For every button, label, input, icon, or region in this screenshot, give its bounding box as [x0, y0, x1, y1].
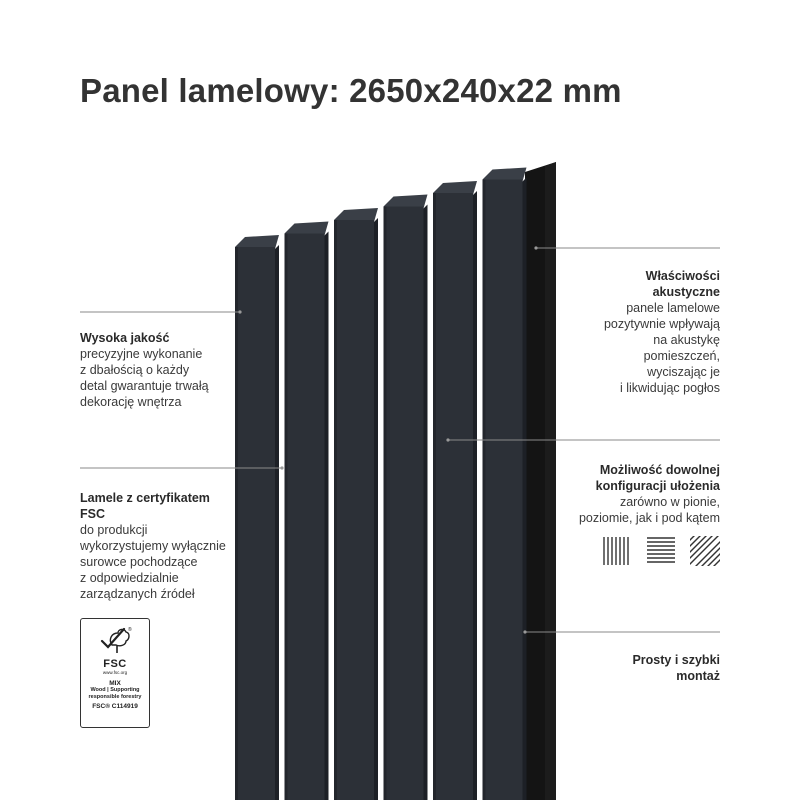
panel-slat: [483, 168, 527, 800]
callout-config-heading: konfiguracji ułożenia: [595, 479, 720, 493]
callout-fsc-line: surowce pochodzące: [80, 555, 198, 569]
callout-quality-line: z dbałością o każdy: [80, 363, 190, 377]
callout-mounting-heading: montaż: [676, 669, 720, 683]
callout-fsc: [80, 490, 226, 602]
callout-acoustic-line: panele lamelowe: [626, 301, 720, 315]
page-title: Panel lamelowy: 2650x240x22 mm: [80, 72, 622, 109]
callout-fsc-line: z odpowiedzialnie: [80, 571, 179, 585]
callout-fsc-line: zarządzanych źródeł: [80, 587, 195, 601]
vertical-lines-icon: [602, 536, 632, 566]
panel-slat: [285, 222, 329, 800]
callout-fsc-heading: FSC: [80, 507, 105, 521]
callout-mounting: [632, 652, 720, 684]
fsc-supporting-line: responsible forestry: [88, 693, 142, 700]
callout-quality: [80, 330, 209, 410]
callout-config-line: zarówno w pionie,: [619, 495, 720, 509]
fsc-url: www.fsc.org: [102, 670, 128, 675]
layout-patterns: [602, 536, 720, 566]
callout-fsc-line: do produkcji: [80, 523, 148, 537]
callout-acoustic-line: pomieszczeń,: [643, 349, 720, 363]
callout-acoustic: [604, 268, 720, 396]
panel-slat: [235, 235, 279, 800]
panel-slat: [334, 208, 378, 800]
panel-slat: [384, 195, 428, 800]
horizontal-lines-icon: [646, 536, 676, 566]
callout-fsc-heading: Lamele z certyfikatem: [80, 491, 210, 505]
panel-slat: [433, 181, 477, 800]
callout-acoustic-line: i likwidując pogłos: [619, 381, 720, 395]
callout-quality-line: detal gwarantuje trwałą: [80, 379, 209, 393]
fsc-word: FSC: [103, 658, 127, 670]
callout-fsc-line: wykorzystujemy wyłącznie: [80, 539, 226, 553]
callout-quality-heading: Wysoka jakość: [80, 331, 170, 345]
fsc-supporting-line: Wood | Supporting: [90, 687, 140, 693]
callout-acoustic-line: pozytywnie wpływają: [603, 317, 720, 331]
fsc-tree-check-icon: [81, 625, 149, 658]
fsc-mix: MIX: [109, 680, 121, 687]
callout-acoustic-heading: Właściwości: [645, 269, 720, 283]
callout-acoustic-line: na akustykę: [653, 333, 720, 347]
callout-acoustic-heading: akustyczne: [652, 285, 720, 299]
fsc-badge: [80, 618, 150, 728]
callout-config-line: poziomie, jak i pod kątem: [578, 511, 720, 525]
callout-quality-line: dekorację wnętrza: [80, 395, 182, 409]
callout-config: [579, 462, 720, 526]
fsc-code: FSC® C114919: [92, 703, 138, 710]
callout-quality-line: precyzyjne wykonanie: [80, 347, 203, 361]
callout-mounting-heading: Prosty i szybki: [632, 653, 720, 667]
fsc-registered-mark: ®: [128, 627, 132, 633]
callout-acoustic-line: wyciszając je: [647, 365, 720, 379]
diagonal-lines-icon: [690, 536, 720, 566]
callout-config-heading: Możliwość dowolnej: [599, 463, 720, 477]
